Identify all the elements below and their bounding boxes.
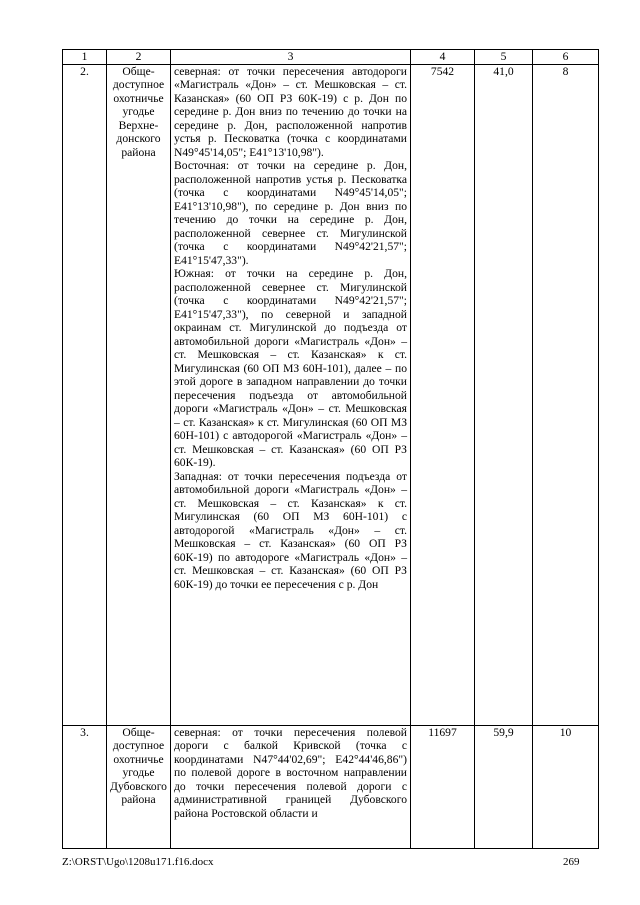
col-header: 6 [533, 50, 599, 65]
hunting-ground-name: Обще-доступное охотничье угодье Дубовского района [107, 725, 171, 848]
boundary-south: Южная: от точки на середине р. Дон, расположенной севернее ст. Мигулинской (точка с координатами N49°42'21,57"; E41°15'47,33"), по северной и западной окраинам ст. Мигулинской до подъезда от автомобильной дороги «Магистраль «Дон» – ст. Мешковская – ст. Казанская» к ст. Мигулинская (60 ОП МЗ 60Н-101), далее – по этой дороге в западном направлении до точки пересечения подъезда от автомобильной дороги «Магистраль «Дон» – ст. Мешковская – ст. Казанская» к ст. Мигулинская (60 ОП МЗ 60Н-101) с автодорогой «Магистраль «Дон» – ст. Мешковская – ст. Казанская» (60 ОП РЗ 60К-19). [174, 267, 407, 469]
count-value: 8 [533, 64, 599, 725]
table-row [63, 725, 599, 848]
boundary-west: Западная: от точки пересечения подъезда от автомобильной дороги «Магистраль «Дон» – ст. Мешковская – ст. Казанская» к ст. Мигулинская (60 ОП МЗ 60Н-101) с автодорогой «Магистраль «Дон» – ст. Мешковская – ст. Казанская» (60 ОП РЗ 60К-19) по автодороге «Магистраль «Дон» – ст. Мешковская – ст. Казанская» (60 ОП РЗ 60К-19) до точки ее пересечения с р. Дон [174, 469, 407, 591]
col-header: 2 [107, 50, 171, 65]
percent-value: 59,9 [475, 725, 533, 848]
row-number: 3. [63, 725, 107, 848]
boundary-description [171, 725, 411, 848]
percent-value: 41,0 [475, 64, 533, 725]
col-header: 4 [411, 50, 475, 65]
boundary-north: северная: от точки пересечения полевой дороги с балкой Кривской (точка с координатами N47°44'02,69"; E42°44'46,86") по полевой дороге в восточном направлении до точки пересечения полевой дороги с административной границей Дубовского района Ростовской области и [174, 725, 407, 820]
boundary-north: северная: от точки пересечения автодороги «Магистраль «Дон» – ст. Мешковская – ст. Казанская» (60 ОП РЗ 60К-19) с р. Дон по середине р. Дон вниз по течению до точки на середине р. Дон, расположенной напротив устья р. Песковатка (точка с координатами N49°45'14,05"; E41°13'10,98"). [174, 64, 407, 159]
footer-file-path: Z:\ORST\Ugo\1208u171.f16.docx [62, 856, 214, 868]
boundary-east: Восточная: от точки на середине р. Дон, расположенной напротив устья р. Песковатка (точка с координатами N49°45'14,05"; E41°13'10,98"), по середине р. Дон вниз по течению до точки на середине р. Дон, расположенной севернее ст. Мигулинской (точка с координатами N49°42'21,57"; E41°15'47,33"). [174, 159, 407, 267]
land-table [62, 49, 599, 849]
page-number: 269 [563, 856, 580, 868]
count-value: 10 [533, 725, 599, 848]
hunting-ground-name: Обще-доступное охотничье угодье Верхне-донского района [107, 64, 171, 725]
table-row [63, 64, 599, 725]
row-number: 2. [63, 64, 107, 725]
header-row [63, 50, 599, 65]
boundary-description [171, 64, 411, 725]
col-header: 5 [475, 50, 533, 65]
col-header: 1 [63, 50, 107, 65]
area-value: 11697 [411, 725, 475, 848]
area-value: 7542 [411, 64, 475, 725]
col-header: 3 [171, 50, 411, 65]
